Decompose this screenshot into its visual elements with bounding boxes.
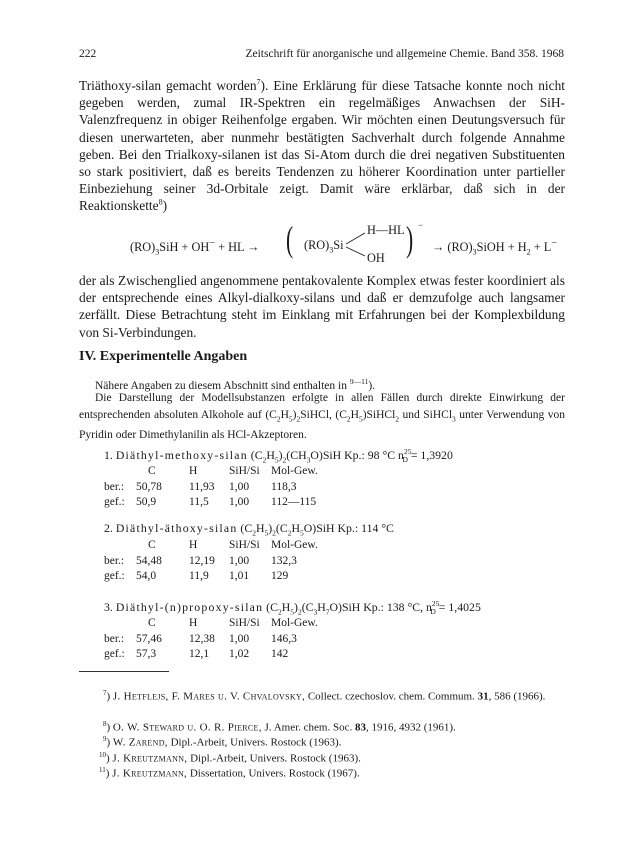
paragraph-2: der als Zwischenglied angenommene pentakovalente Komplex etwas fester koordiniert als der entsprechende eines Alkyl-dialkoxy-silans und daß er demzufolge auch langsamer zerfällt. Diese Betrachtung steht im Einklang mit Erfahrungen bei der Komplexbildung von Si-Verbindungen. xyxy=(79,273,565,340)
compound-2-title: 2. Diäthyl-äthoxy-silan $(C_2H_5)_2(C_2H_5O)SiH$ Kp.: 114 °C xyxy=(104,521,394,538)
table-row: ber.: 54,48 12,19 1,00 132,3 xyxy=(104,554,297,567)
footnote-9: $^9$) W. Zarend, Dipl.-Arbeit, Univers. Rostock (1963). xyxy=(103,735,342,749)
paragraph-1: Triäthoxy-silan gemacht worden$^7$). Eine Erklärung für diese Tatsache konnte noch nicht gegeben werden, zumal IR-Spektren ein regelmäßiges Anwachsen der SiH-Valenzfrequenz in obiger Reihenfolge ergaben. Wir möchten einen Deutungsversuch für diesen unerwarteten, aber nunmehr bestätigten Sachverhalt durch folgende Annahme geben. Bei den Trialkoxy-silanen ist das Si-Atom durch die drei negativen Substituenten so stark positiviert, daß es bereits Tendenzen zu höherer Koordination unter partieller Einbeziehung seiner 3d-Orbitale zeigt. Damit wäre erklärbar, daß sich in der Reaktionskette$^8$) xyxy=(79,77,565,214)
complex-charge: − xyxy=(418,220,424,230)
table-row: ber.: 50,78 11,93 1,00 118,3 xyxy=(104,480,297,493)
equation-left: $(RO)_3SiH + OH^-$ + HL → xyxy=(130,238,260,257)
footnote-divider xyxy=(79,671,169,672)
compound-1-title: 1. Diäthyl-methoxy-silan $(C_2H_5)_2(CH_3O)SiH$ Kp.: 98 °C $n^{25}_D = 1,3920$ xyxy=(104,447,453,465)
equation-right: → $(RO)_3SiOH + H_2 + L^-$ xyxy=(432,238,558,257)
compound-1-table xyxy=(104,465,318,512)
upper-ligand: H—HL xyxy=(367,223,405,237)
complex-silicon: $(RO)_3Si$ xyxy=(304,238,344,255)
page-number: 222 xyxy=(79,48,97,60)
table-row: gef.: 54,0 11,9 1,01 129 xyxy=(104,570,289,582)
footnote-8: $^8$) O. W. Steward u. O. R. Pierce, J. Amer. chem. Soc. 83, 1916, 4932 (1961). xyxy=(103,720,456,734)
section-heading: IV. Experimentelle Angaben xyxy=(79,349,248,364)
compound-2-table xyxy=(104,539,318,586)
table-row: gef.: 50,9 11,5 1,00 112—115 xyxy=(104,496,317,508)
compound-3-title: 3. Diäthyl-(n)propoxy-silan $(C_2H_5)_2(C_3H_7O)SiH$ Kp.: 138 °C, $n^{25}_D = 1,4025$ xyxy=(104,599,481,617)
table-header-row: C H SiH/Si Mol-Gew. xyxy=(148,617,318,629)
page-header xyxy=(79,48,564,64)
table-row: ber.: 57,46 12,38 1,00 146,3 xyxy=(104,632,297,645)
footnote-11: $^{11}$) J. Kreutzmann, Dissertation, Univers. Rostock (1967). xyxy=(99,766,360,780)
open-bracket: ( xyxy=(286,219,294,259)
footnote-ref-7: 7 xyxy=(256,77,261,87)
compound-3-table xyxy=(104,617,318,664)
close-bracket: ) xyxy=(406,219,414,259)
table-header-row: C H SiH/Si Mol-Gew. xyxy=(148,539,318,551)
footnote-ref-8: 8 xyxy=(158,197,163,207)
experimental-note: Nähere Angaben zu diesem Abschnitt sind enthalten in $^{9—11}$). xyxy=(95,377,376,392)
bond-lines xyxy=(345,228,369,262)
experimental-paragraph: Die Darstellung der Modellsubstanzen erfolgte in allen Fällen durch direkte Einwirkung der entsprechenden absoluten Alkohole auf $(C_2H_5)_2SiHCl$, $(C_2H_5)SiHCl_2$ und SiHCl$_3$ unter Verwendung von Pyridin oder Dimethylanilin als HCl-Akzeptoren. xyxy=(79,392,565,442)
table-row: gef.: 57,3 12,1 1,02 142 xyxy=(104,648,289,660)
footnote-10: $^{10}$) J. Kreutzmann, Dipl.-Arbeit, Univers. Rostock (1963). xyxy=(99,751,361,765)
lower-ligand: OH xyxy=(367,251,385,265)
table-header-row: C H SiH/Si Mol-Gew. xyxy=(148,465,318,477)
journal-title: Zeitschrift für anorganische und allgemeine Chemie. Band 358. 1968 xyxy=(245,48,564,60)
footnote-7: $^7$) J. Hetflejs, F. Mares u. V. Chvalovsky, Collect. czechoslov. chem. Commum. 31, 586 (1966). xyxy=(103,689,546,703)
